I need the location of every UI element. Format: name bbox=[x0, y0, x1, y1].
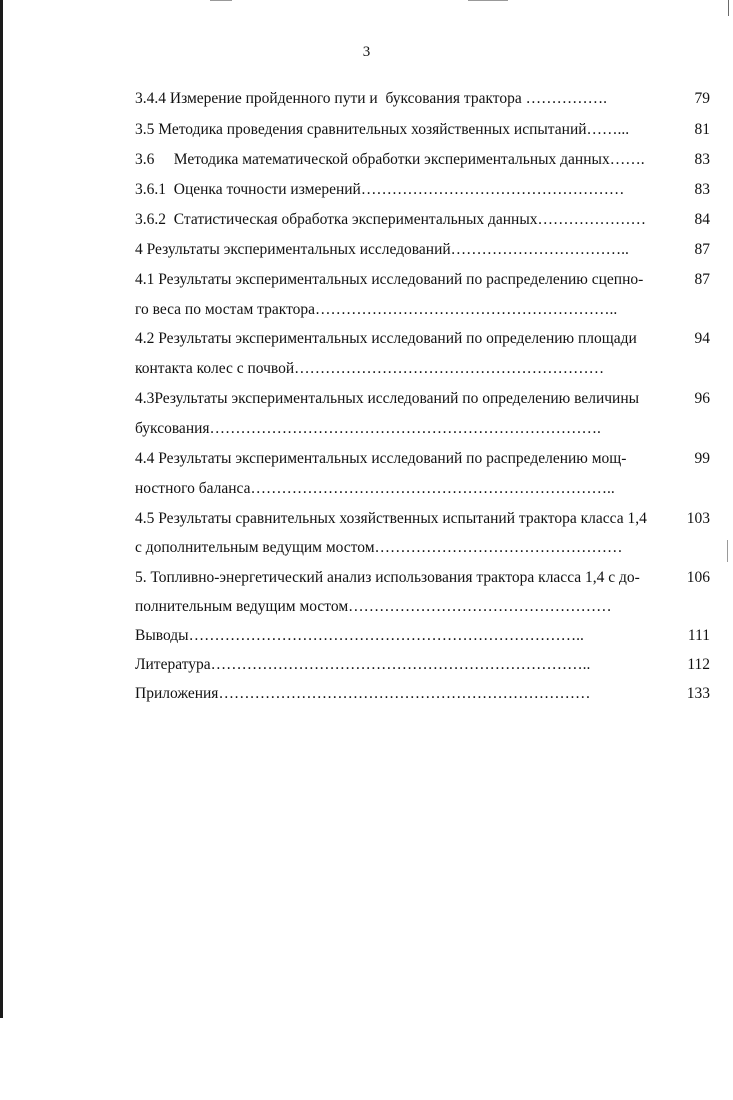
toc-entry-page: 83 bbox=[694, 151, 710, 168]
toc-entry-page: 96 bbox=[694, 390, 710, 407]
toc-entry-text: 3.6.1 Оценка точности измерений…………………………………………… bbox=[135, 181, 625, 198]
page-number: 3 bbox=[362, 44, 371, 60]
scan-right-edge bbox=[728, 0, 729, 16]
scan-top-mark bbox=[468, 0, 508, 1]
toc-entry-text-continued: ностного баланса…………………………………………………………….. bbox=[135, 480, 615, 497]
toc-entry-text: 5. Топливно-энергетический анализ использования трактора класса 1,4 с до- bbox=[135, 569, 640, 586]
toc-entry-page: 103 bbox=[686, 510, 710, 527]
toc-entry-page: 81 bbox=[694, 121, 710, 138]
toc-entry-page: 84 bbox=[694, 211, 710, 228]
toc-entry-text-continued: го веса по мостам трактора………………………………………………….. bbox=[135, 301, 618, 318]
toc-entry-text: Приложения……………………………………………………………… bbox=[135, 685, 591, 702]
toc-entry-page: 106 bbox=[686, 569, 710, 586]
toc-entry-text: 3.6 Методика математической обработки экспериментальных данных……. bbox=[135, 151, 645, 168]
toc-entry-page: 94 bbox=[694, 330, 710, 347]
toc-entry-page: 87 bbox=[694, 241, 710, 258]
scan-right-edge-mark bbox=[727, 540, 728, 562]
scan-left-edge bbox=[0, 0, 3, 1018]
toc-entry-page: 83 bbox=[694, 181, 710, 198]
toc-entry-text: 4 Результаты экспериментальных исследований…………………………….. bbox=[135, 241, 629, 258]
toc-entry-page: 87 bbox=[694, 271, 710, 288]
toc-entry-text: 4.5 Результаты сравнительных хозяйственных испытаний трактора класса 1,4 bbox=[135, 510, 647, 527]
toc-entry-text: 4.2 Результаты экспериментальных исследований по определению площади bbox=[135, 330, 637, 347]
toc-entry-text-continued: полнительным ведущим мостом…………………………………………… bbox=[135, 598, 612, 615]
toc-entry-page: 111 bbox=[687, 627, 710, 644]
scan-top-mark bbox=[210, 0, 232, 1]
toc-entry-text: 4.1 Результаты экспериментальных исследований по распределению сцепно- bbox=[135, 271, 644, 288]
toc-entry-page: 99 bbox=[694, 450, 710, 467]
toc-entry-text: 4.4 Результаты экспериментальных исследований по распределению мощ- bbox=[135, 450, 627, 467]
toc-entry-text: 4.3Результаты экспериментальных исследований по определению величины bbox=[135, 390, 640, 407]
toc-entry-text-continued: буксования…………………………………………………………………. bbox=[135, 420, 601, 437]
toc-entry-text: 3.5 Методика проведения сравнительных хозяйственных испытаний……... bbox=[135, 121, 630, 138]
toc-entry-text: Литература……………………………………………………………….. bbox=[135, 656, 591, 673]
toc-entry-page: 79 bbox=[694, 90, 710, 107]
toc-entry-text: Выводы………………………………………………………………….. bbox=[135, 627, 584, 644]
toc-entry-page: 112 bbox=[687, 656, 710, 673]
toc-entry-page: 133 bbox=[686, 685, 710, 702]
toc-entry-text-continued: контакта колес с почвой…………………………………………………… bbox=[135, 360, 605, 377]
toc-entry-text-continued: с дополнительным ведущим мостом………………………………………… bbox=[135, 539, 623, 556]
toc-entry-text: 3.6.2 Статистическая обработка экспериментальных данных………………… bbox=[135, 211, 647, 228]
toc-entry-text: 3.4.4 Измерение пройденного пути и буксования трактора ……………. bbox=[135, 90, 607, 107]
